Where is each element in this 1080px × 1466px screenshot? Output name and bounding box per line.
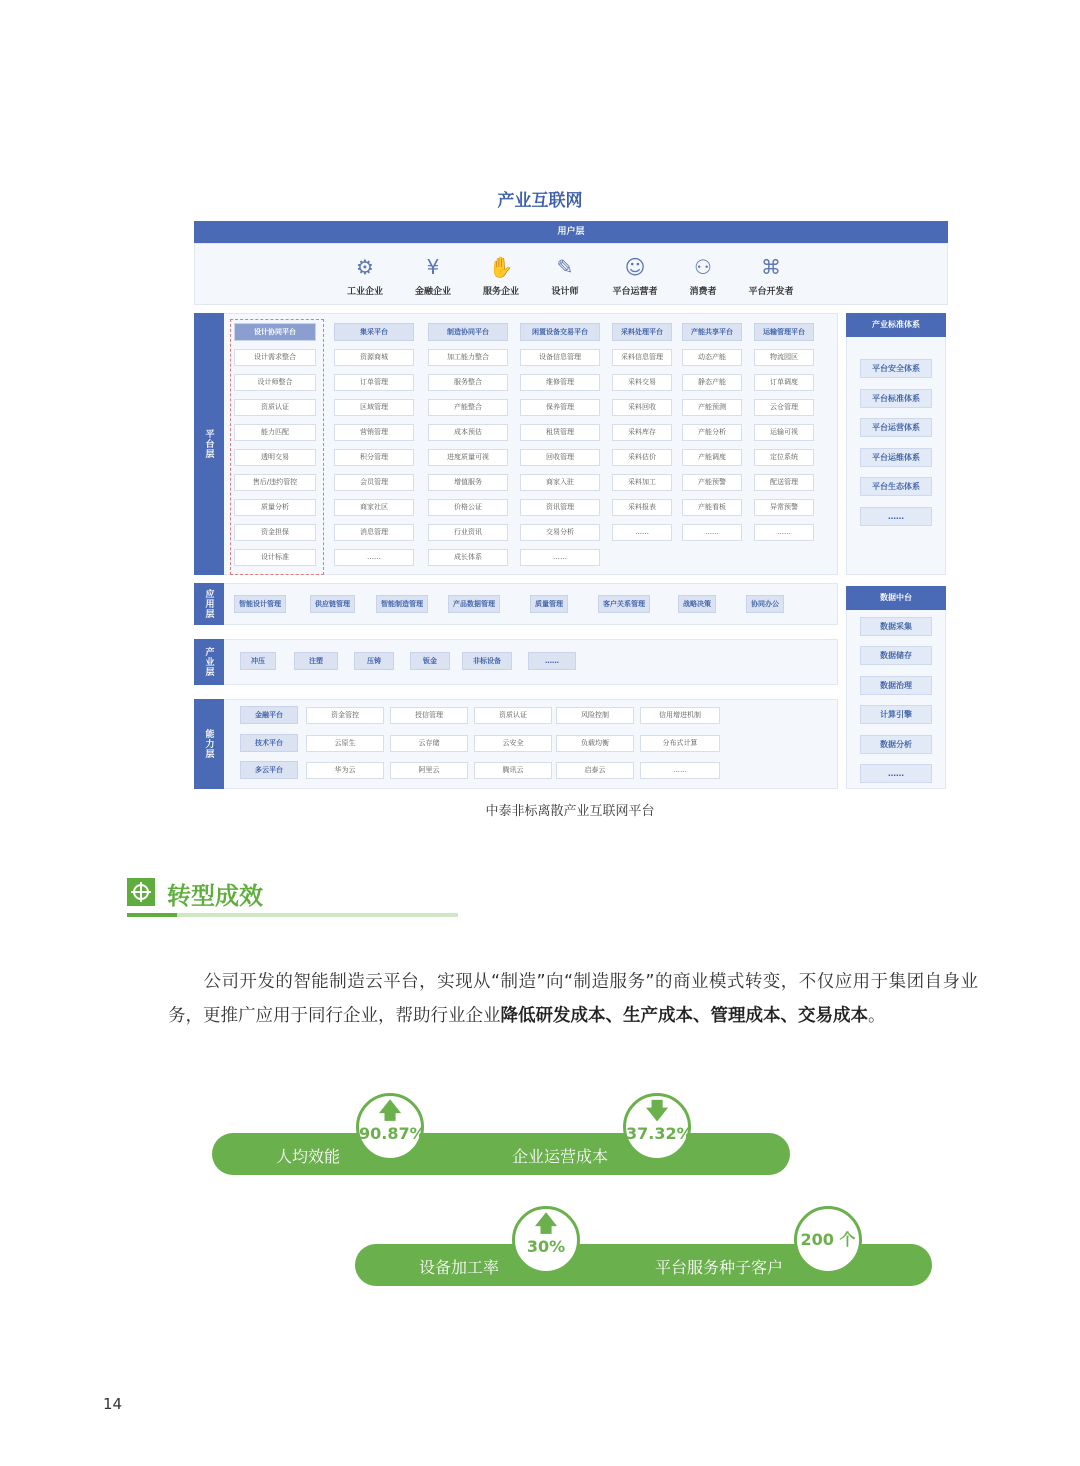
platform-cell: 营销管理 (334, 424, 414, 441)
platform-cell: …… (682, 524, 742, 541)
stat-badge-per-capita (356, 1093, 424, 1161)
diagram-title: 产业互联网 (497, 191, 583, 211)
platform-cell: 设备信息管理 (520, 349, 600, 366)
platform-column-header: 制造协同平台 (428, 323, 508, 341)
capability-cell: 华为云 (306, 762, 384, 779)
paragraph-text-2: 。 (868, 1006, 886, 1026)
user-operator: ☺ 平台运营者 (605, 254, 665, 297)
app-item: 智能制造管理 (376, 595, 428, 613)
platform-cell: 物流园区 (754, 349, 814, 366)
user-developer: ⌘ 平台开发者 (741, 254, 801, 297)
user-layer-label: 用户层 (557, 227, 585, 237)
platform-column-header: 集采平台 (334, 323, 414, 341)
platform-cell: 服务整合 (428, 374, 508, 391)
platform-cell: 透明交易 (234, 449, 316, 466)
platform-cell: 产能分析 (682, 424, 742, 441)
designer-icon: ✎ (556, 255, 574, 279)
platform-cell: 行业资讯 (428, 524, 508, 541)
platform-cell: …… (520, 549, 600, 566)
platform-cell: 资讯管理 (520, 499, 600, 516)
capability-row-header: 多云平台 (240, 761, 298, 779)
platform-cell: 静态产能 (682, 374, 742, 391)
data-item: 计算引擎 (860, 705, 932, 724)
stat-badge-seed-customers (794, 1206, 862, 1274)
capability-layer-label: 能力层 (194, 699, 224, 789)
capability-cell: 云原生 (306, 735, 384, 752)
capability-cell: 授信管理 (390, 707, 468, 724)
robot-arm-icon: ⚙ (356, 255, 374, 279)
data-item: …… (860, 764, 932, 783)
arrow-down-icon: 🡇 (645, 1099, 669, 1124)
standard-item: 平台生态体系 (860, 477, 932, 496)
platform-cell: 保养管理 (520, 399, 600, 416)
industry-item: 注塑 (294, 652, 338, 670)
standard-item: 平台运维体系 (860, 448, 932, 467)
platform-cell: 质量分析 (234, 499, 316, 516)
capability-row-header: 金融平台 (240, 706, 298, 724)
platform-cell: 设计标准 (234, 549, 316, 566)
platform-cell: 订单调度 (754, 374, 814, 391)
stat-badge-operating-cost (623, 1093, 691, 1161)
platform-cell: 商家入驻 (520, 474, 600, 491)
user-consumer: ⚇ 消费者 (673, 254, 733, 297)
platform-cell: 资质认证 (234, 399, 316, 416)
paragraph-text-1: 公司开发的智能制造云平台，实现从“制造”向“制造服务”的商业模式转变，不仅应用于集团自身业务，更推广应用于同行企业，帮助行业企业 (168, 972, 978, 1026)
industry-layer-label: 产业层 (194, 639, 224, 685)
platform-cell: 成本预估 (428, 424, 508, 441)
capability-cell: 云安全 (474, 735, 552, 752)
app-item: 供应链管理 (310, 595, 355, 613)
standard-item: 平台运营体系 (860, 418, 932, 437)
arrow-up-icon: 🡅 (378, 1099, 402, 1124)
capability-cell: 腾讯云 (474, 762, 552, 779)
platform-architecture-diagram (194, 221, 948, 791)
capability-cell: …… (640, 762, 720, 779)
industry-standard-panel (846, 313, 946, 575)
platform-cell: 加工能力整合 (428, 349, 508, 366)
platform-column-header: 采料处理平台 (612, 323, 672, 341)
standard-item: 平台安全体系 (860, 359, 932, 378)
platform-cell: 资源商城 (334, 349, 414, 366)
platform-cell: 定位系统 (754, 449, 814, 466)
consumers-icon: ⚇ (694, 255, 712, 279)
app-item: 战略决策 (678, 595, 716, 613)
platform-cell: 维修管理 (520, 374, 600, 391)
stat-value-processing-rate: 30% (526, 1237, 566, 1256)
platform-cell: 动态产能 (682, 349, 742, 366)
platform-cell: 商家社区 (334, 499, 414, 516)
arrow-up-icon: 🡅 (534, 1212, 558, 1237)
data-item: 数据治理 (860, 676, 932, 695)
platform-column-header: 产能共享平台 (682, 323, 742, 341)
section-underline (127, 913, 458, 917)
app-item: 智能设计管理 (234, 595, 286, 613)
data-center-box (846, 586, 948, 789)
platform-cell: …… (612, 524, 672, 541)
platform-cell: 采料回收 (612, 399, 672, 416)
platform-cell: 能力匹配 (234, 424, 316, 441)
hand-service-icon: ✋ (488, 255, 514, 279)
platform-column-header: 闲置设备交易平台 (520, 323, 600, 341)
capability-cell: 云存储 (390, 735, 468, 752)
platform-cell: 订单管理 (334, 374, 414, 391)
data-item: 数据采集 (860, 617, 932, 636)
platform-cell: 采料库存 (612, 424, 672, 441)
capability-cell: 阿里云 (390, 762, 468, 779)
stat-label-processing-rate: 设备加工率 (419, 1258, 500, 1277)
platform-cell: 回收管理 (520, 449, 600, 466)
platform-cell: 设计需求整合 (234, 349, 316, 366)
section-title: 转型成效 (167, 882, 263, 910)
capability-cell: 资金管控 (306, 707, 384, 724)
developer-icon: ⌘ (761, 255, 781, 279)
platform-cell: 采料报表 (612, 499, 672, 516)
platform-cell: 产能预警 (682, 474, 742, 491)
stat-badge-processing-rate (512, 1206, 580, 1274)
platform-cell: 异常预警 (754, 499, 814, 516)
paragraph-bold: 降低研发成本、生产成本、管理成本、交易成本 (500, 1006, 868, 1026)
user-service: ✋ 服务企业 (471, 254, 531, 297)
stat-label-operating-cost: 企业运营成本 (512, 1147, 609, 1166)
standard-item: …… (860, 507, 932, 526)
platform-cell: 产能预测 (682, 399, 742, 416)
standard-item: 平台标准体系 (860, 389, 932, 408)
data-center-header: 数据中台 (846, 586, 946, 610)
stat-value-operating-cost: 37.32% (626, 1124, 693, 1143)
page-number: 14 (103, 1395, 123, 1413)
platform-cell: 产能看板 (682, 499, 742, 516)
capability-row-header: 技术平台 (240, 734, 298, 752)
app-item: 客户关系管理 (598, 595, 650, 613)
app-layer-panel (194, 583, 838, 625)
industry-item: …… (528, 652, 576, 670)
data-item: 数据分析 (860, 735, 932, 754)
platform-cell: 售后/违约管控 (234, 474, 316, 491)
platform-cell: 区域管理 (334, 399, 414, 416)
platform-layer-label: 平台层 (194, 313, 224, 575)
stat-value-per-capita: 90.87% (359, 1124, 426, 1143)
stat-label-seed-customers: 平台服务种子客户 (655, 1258, 784, 1277)
industry-layer-panel (194, 639, 838, 685)
user-designer: ✎ 设计师 (535, 254, 595, 297)
platform-cell: 消息管理 (334, 524, 414, 541)
industry-standard-box (846, 313, 948, 575)
platform-cell: 积分管理 (334, 449, 414, 466)
platform-cell: 运输可视 (754, 424, 814, 441)
platform-cell: 资金担保 (234, 524, 316, 541)
platform-cell: 产能调度 (682, 449, 742, 466)
capability-cell: 负载均衡 (556, 735, 634, 752)
platform-cell: 价格公证 (428, 499, 508, 516)
user-layer-panel (194, 243, 948, 305)
industry-standard-header: 产业标准体系 (846, 313, 946, 337)
stat-value-seed-customers: 200 个 (800, 1230, 856, 1249)
industry-item: 非标设备 (462, 652, 512, 670)
industry-item: 冲压 (240, 652, 276, 670)
app-item: 产品数据管理 (448, 595, 500, 613)
platform-column-header: 运输管理平台 (754, 323, 814, 341)
platform-cell: 采料信息管理 (612, 349, 672, 366)
platform-cell: 设计师整合 (234, 374, 316, 391)
platform-cell: 产能整合 (428, 399, 508, 416)
operator-icon: ☺ (624, 255, 646, 279)
app-item: 质量管理 (530, 595, 568, 613)
platform-cell: …… (754, 524, 814, 541)
platform-cell: 采料交易 (612, 374, 672, 391)
capability-cell: 风险控制 (556, 707, 634, 724)
stat-label-per-capita: 人均效能 (276, 1147, 341, 1166)
platform-cell: 云仓管理 (754, 399, 814, 416)
capability-cell: 分布式计算 (640, 735, 720, 752)
user-industrial: ⚙ 工业企业 (335, 254, 395, 297)
platform-cell: 租赁管理 (520, 424, 600, 441)
user-finance: ¥ 金融企业 (403, 254, 463, 297)
data-item: 数据储存 (860, 646, 932, 665)
platform-cell: 采料加工 (612, 474, 672, 491)
platform-cell: 增值服务 (428, 474, 508, 491)
platform-cell: …… (334, 549, 414, 566)
platform-cell: 会员管理 (334, 474, 414, 491)
capability-cell: 信用增进机制 (640, 707, 720, 724)
platform-column-header: 设计协同平台 (234, 323, 316, 341)
capability-cell: 启泰云 (556, 762, 634, 779)
user-layer-header (194, 221, 948, 243)
industry-item: 钣金 (410, 652, 450, 670)
platform-cell: 进度质量可视 (428, 449, 508, 466)
platform-cell: 交易分析 (520, 524, 600, 541)
target-icon (127, 878, 155, 906)
app-item: 协同办公 (746, 595, 784, 613)
app-layer-label: 应用层 (194, 583, 224, 625)
platform-cell: 配送管理 (754, 474, 814, 491)
diagram-caption: 中泰非标离散产业互联网平台 (485, 804, 655, 819)
yen-icon: ¥ (426, 255, 440, 279)
industry-item: 压铸 (354, 652, 394, 670)
body-paragraph (168, 965, 978, 1033)
platform-cell: 采料估价 (612, 449, 672, 466)
capability-cell: 资质认证 (474, 707, 552, 724)
platform-cell: 成长体系 (428, 549, 508, 566)
